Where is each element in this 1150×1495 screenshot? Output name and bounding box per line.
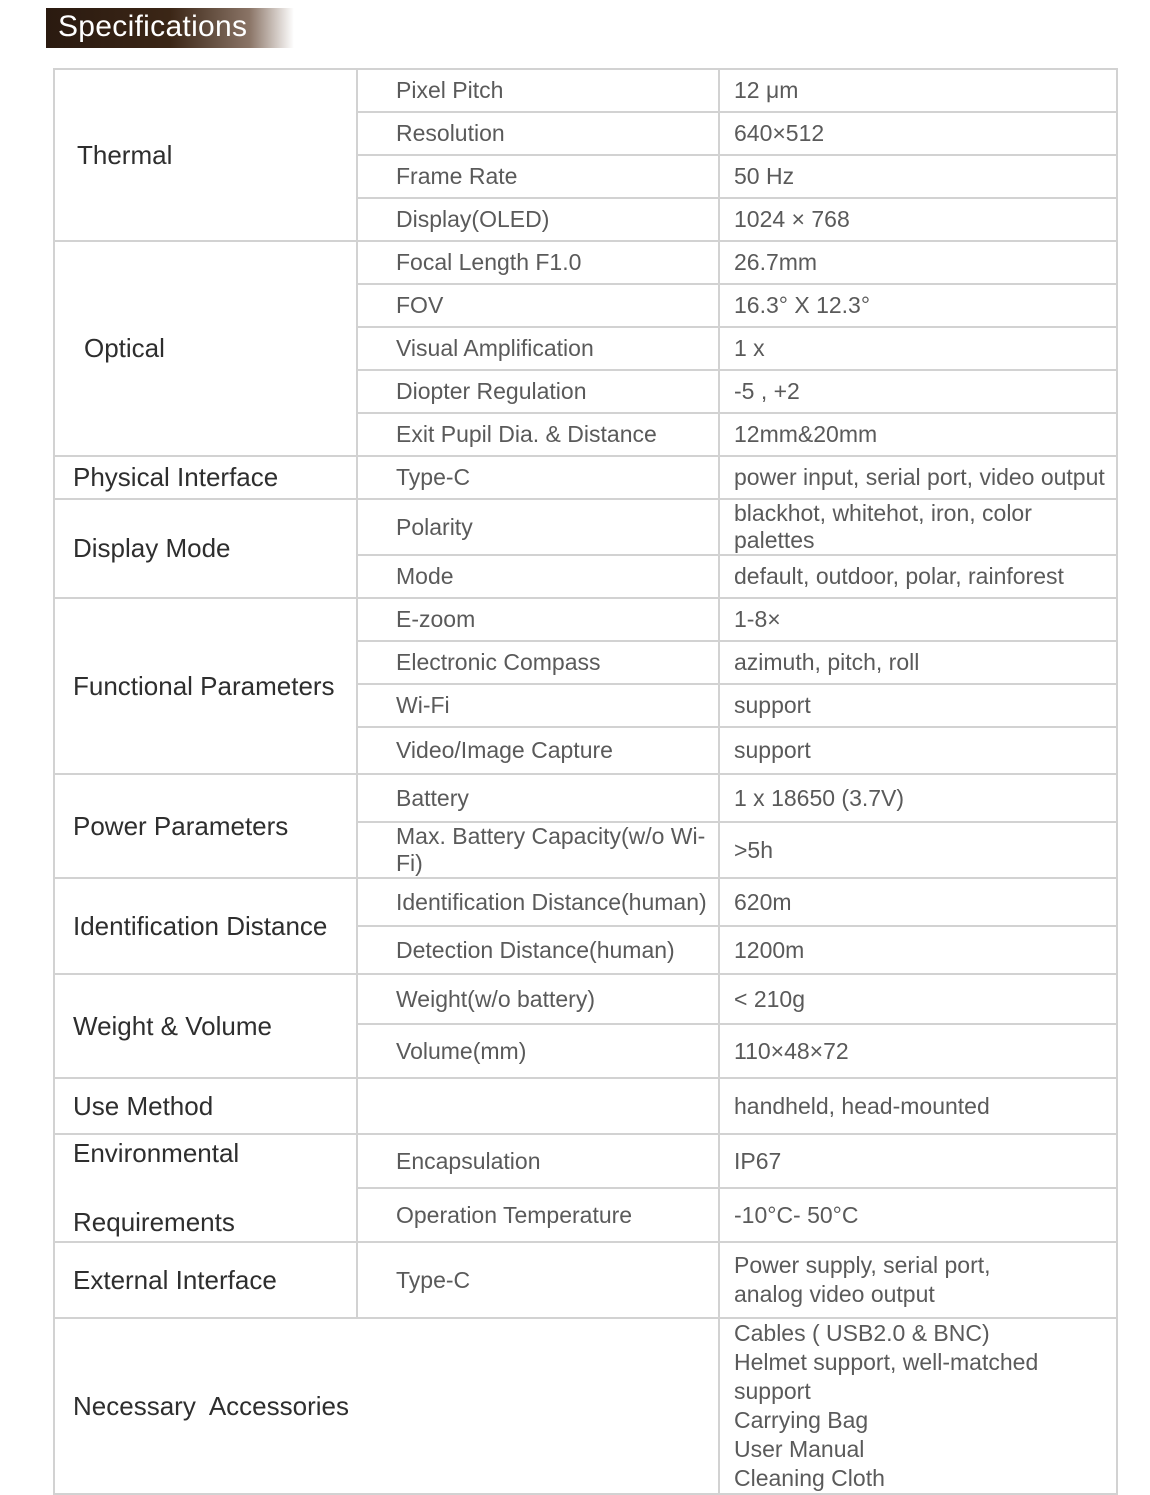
param-cell: Visual Amplification <box>357 327 719 370</box>
value-cell: -5 , +2 <box>719 370 1117 413</box>
value-line: Power supply, serial port, <box>734 1252 991 1278</box>
value-line: analog video output <box>734 1281 935 1307</box>
table-row <box>54 974 1117 1024</box>
value-cell: 1-8× <box>719 598 1117 641</box>
category-thermal: Thermal <box>54 69 357 241</box>
param-cell: Identification Distance(human) <box>357 878 719 926</box>
value-cell: handheld, head-mounted <box>719 1078 1117 1134</box>
category-line: Environmental <box>73 1138 240 1168</box>
category-external-interface: External Interface <box>54 1242 357 1318</box>
value-cell: 1200m <box>719 926 1117 974</box>
value-cell: 26.7mm <box>719 241 1117 284</box>
value-cell: azimuth, pitch, roll <box>719 641 1117 684</box>
value-cell: 1024 × 768 <box>719 198 1117 241</box>
table-row <box>54 241 1117 284</box>
param-cell: Encapsulation <box>357 1134 719 1188</box>
param-cell: Display(OLED) <box>357 198 719 241</box>
table-row <box>54 499 1117 555</box>
value-cell: 1 x 18650 (3.7V) <box>719 774 1117 822</box>
param-cell: Video/Image Capture <box>357 727 719 774</box>
category-physical-interface: Physical Interface <box>54 456 357 499</box>
table-row <box>54 878 1117 926</box>
table-row <box>54 1242 1117 1318</box>
value-cell: 620m <box>719 878 1117 926</box>
table-row <box>54 456 1117 499</box>
param-cell: Frame Rate <box>357 155 719 198</box>
category-power-parameters: Power Parameters <box>54 774 357 878</box>
param-cell: Polarity <box>357 499 719 555</box>
param-cell: Detection Distance(human) <box>357 926 719 974</box>
value-cell: 12mm&20mm <box>719 413 1117 456</box>
value-cell <box>719 1318 1117 1494</box>
value-cell: blackhot, whitehot, iron, color palettes <box>719 499 1117 555</box>
param-cell: Battery <box>357 774 719 822</box>
param-cell <box>357 1078 719 1134</box>
table-row <box>54 598 1117 641</box>
accessory-item: Helmet support, well-matched support <box>734 1349 1039 1404</box>
category-line: Requirements <box>73 1207 235 1237</box>
value-cell <box>719 1242 1117 1318</box>
param-cell: Operation Temperature <box>357 1188 719 1242</box>
accessory-item: Cleaning Cloth <box>734 1465 885 1491</box>
param-cell: Diopter Regulation <box>357 370 719 413</box>
param-cell: Exit Pupil Dia. & Distance <box>357 413 719 456</box>
category-optical: Optical <box>54 241 357 456</box>
table-row <box>54 1078 1117 1134</box>
spec-table <box>53 68 1118 1495</box>
param-cell: Weight(w/o battery) <box>357 974 719 1024</box>
param-cell: E-zoom <box>357 598 719 641</box>
page-title: Specifications <box>58 10 248 43</box>
value-cell: < 210g <box>719 974 1117 1024</box>
value-cell: support <box>719 684 1117 727</box>
param-cell: Focal Length F1.0 <box>357 241 719 284</box>
param-cell: Wi-Fi <box>357 684 719 727</box>
value-cell: 12 μm <box>719 69 1117 112</box>
value-cell: >5h <box>719 822 1117 878</box>
category-identification-distance: Identification Distance <box>54 878 357 974</box>
param-cell: Pixel Pitch <box>357 69 719 112</box>
value-cell: IP67 <box>719 1134 1117 1188</box>
value-cell: 16.3° X 12.3° <box>719 284 1117 327</box>
param-cell: FOV <box>357 284 719 327</box>
value-cell: -10°C- 50°C <box>719 1188 1117 1242</box>
category-necessary-accessories: Necessary Accessories <box>54 1318 719 1494</box>
value-cell: default, outdoor, polar, rainforest <box>719 555 1117 598</box>
table-row <box>54 69 1117 112</box>
value-cell: 640×512 <box>719 112 1117 155</box>
category-functional-parameters: Functional Parameters <box>54 598 357 774</box>
accessory-item: User Manual <box>734 1436 865 1462</box>
value-cell: support <box>719 727 1117 774</box>
param-cell: Electronic Compass <box>357 641 719 684</box>
category-display-mode: Display Mode <box>54 499 357 598</box>
value-cell: 50 Hz <box>719 155 1117 198</box>
category-weight-volume: Weight & Volume <box>54 974 357 1078</box>
param-cell: Resolution <box>357 112 719 155</box>
accessory-item: Cables ( USB2.0 & BNC) <box>734 1320 990 1346</box>
param-cell: Max. Battery Capacity(w/o Wi-Fi) <box>357 822 719 878</box>
table-row <box>54 1134 1117 1188</box>
table-row <box>54 774 1117 822</box>
category-use-method: Use Method <box>54 1078 357 1134</box>
param-cell: Type-C <box>357 1242 719 1318</box>
param-cell: Mode <box>357 555 719 598</box>
specifications-banner <box>46 8 294 48</box>
table-row <box>54 1318 1117 1494</box>
param-cell: Type-C <box>357 456 719 499</box>
value-cell: power input, serial port, video output <box>719 456 1117 499</box>
value-cell: 110×48×72 <box>719 1024 1117 1078</box>
accessory-item: Carrying Bag <box>734 1407 869 1433</box>
category-environmental-requirements <box>54 1134 357 1242</box>
value-cell: 1 x <box>719 327 1117 370</box>
param-cell: Volume(mm) <box>357 1024 719 1078</box>
